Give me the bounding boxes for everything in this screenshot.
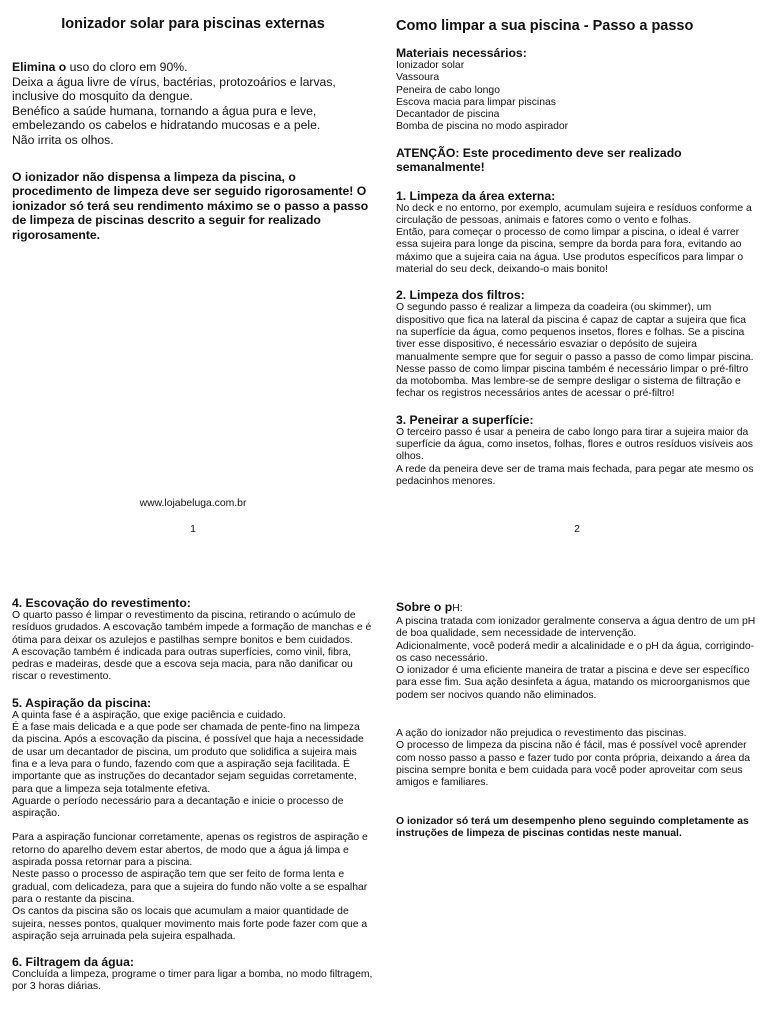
benefit-line-1: Deixa a água livre de vírus, bactérias, protozoários e larvas, inclusive do mosquito da dengue. — [12, 74, 336, 104]
section-2-paragraph: O segundo passo é realizar a limpeza da coadeira (ou skimmer), um dispositivo que fica na lateral da piscina é capaz de captar a sujeira que fica na superfície da água, como pequenos insetos, flores e folhas. Se a piscina tiver esse dispositivo, é necessário esvaziar o depósito de sujeira manualmente sempre que for seguir o passo a passo de como limpar piscina. — [396, 302, 754, 363]
section-4-paragraph: A escovação também é indicada para outras superfícies, como vinil, fibra, pedras e madeiras, desde que a escova seja macia, para não danificar ou riscar o revestimento. — [12, 646, 353, 683]
page-4 — [396, 584, 758, 1019]
footer-url: www.lojabeluga.com.br — [139, 498, 247, 509]
section-5-heading: 5. Aspiração da piscina: — [12, 695, 152, 710]
page-1-title: Ionizador solar para piscinas externas — [61, 16, 325, 32]
closing-paragraph: A ação do ionizador não prejudica o revestimento das piscinas. — [396, 728, 687, 740]
materials-heading: Materiais necessários: — [396, 46, 527, 60]
ph-heading-main: Sobre o p — [396, 600, 453, 614]
ph-section — [396, 600, 758, 840]
page-2 — [396, 10, 758, 550]
elimina-bold: Elimina o — [12, 60, 67, 74]
elimina-line — [12, 60, 374, 75]
ph-heading — [396, 600, 758, 616]
section-4-heading: 4. Escovação do revestimento: — [12, 596, 191, 610]
section-6-paragraph: Concluída a limpeza, programe o timer para ligar a bomba, no modo filtragem, por 3 horas diárias. — [12, 969, 373, 993]
attention-notice: ATENÇÃO: Este procedimento deve ser realizado semanalmente! — [396, 145, 682, 175]
section-1 — [396, 189, 758, 277]
section-3-paragraph: O terceiro passo é usar a peneira de cabo longo para tirar a sujeira maior da superfície da água, como insetos, folhas, flores e outros resíduos visíveis aos olhos. — [396, 426, 753, 463]
benefit-line-2: Benéfico a saúde humana, tornando a água pura e leve, embelezando os cabelos e hidratando mucosas e a pele. — [12, 103, 321, 133]
benefit-line-3: Não irrita os olhos. — [12, 132, 114, 147]
elimina-rest: uso do cloro em 90%. — [66, 60, 188, 74]
section-1-paragraph: No deck e no entorno, por exemplo, acumulam sujeira e resíduos conforme a circulação de pessoas, animais e fatores como o vento e folhas. — [396, 202, 752, 226]
section-3-paragraph: A rede da peneira deve ser de trama mais fechada, para pegar ate mesmo os pedacinhos menores. — [396, 463, 754, 487]
page-1-body — [12, 60, 374, 243]
section-5-paragraph: É a fase mais delicada e a que pode ser chamada de pente-fino na limpeza da piscina. Após a escovação da piscina, é possível que haja a necessidade de usar um decantador de piscina, um produto que solidifica a sujeira mais fina e a leva para o fundo, fazendo com que a aspiração seja facilitada. É importante que as instruções do decantador sejam seguidas corretamente, para que a limpeza seja totalmente efetiva. — [12, 722, 364, 795]
page-number: 1 — [190, 524, 196, 535]
section-2-paragraph: Nesse passo de como limpar piscina também é necessário limpar o pré-filtro da motobomba. Mas lembre-se de sempre desligar o sistema de filtração e fechar os registros necessários antes de acessar o pré-filtro! — [396, 363, 749, 400]
section-5-paragraph: Neste passo o processo de aspiração tem que ser feito de forma lenta e gradual, com delicadeza, para que a sujeira do fundo não volte a se espalhar para o restante da piscina. — [12, 869, 368, 905]
material-item: Decantador de piscina — [396, 109, 500, 121]
section-4-paragraph: O quarto passo é limpar o revestimento da piscina, retirando o acúmulo de resíduos grudados. A escovação também impede a formação de manchas e é ótima para deixar os azulejos e pastilhas sempre bonitos e bem cuidados. — [12, 610, 372, 646]
section-3-heading: 3. Peneirar a superfície: — [396, 412, 534, 427]
material-item: Bomba de piscina no modo aspirador — [396, 121, 569, 133]
material-item: Escova macia para limpar piscinas — [396, 96, 556, 108]
section-2-heading: 2. Limpeza dos filtros: — [396, 288, 525, 303]
ph-paragraph: O ionizador é uma eficiente maneira de tratar a piscina e deve ser específico para esse fim. Sua ação desinfeta a água, matando os microorganismos que podem ser nocivos quando não eliminados. — [396, 665, 751, 701]
cleaning-warning: O ionizador não dispensa a limpeza da piscina, o procedimento de limpeza deve ser seguido rigorosamente! O ionizador só terá seu rendimento máximo se o passo a passo de limpeza de piscinas descrito a seguir for realizado rigorosamente. — [12, 169, 369, 242]
ph-heading-small: H: — [452, 603, 463, 614]
section-4 — [12, 596, 374, 684]
section-1-paragraph: Então, para começar o processo de como limpar a piscina, o ideal é varrer essa sujeira para longe da piscina, sempre da borda para fora, evitando ao máximo que a sujeira caia na água. Use produtos específicos para limpar o material do seu deck, deixando-o mais bonito! — [396, 227, 744, 276]
section-5-paragraph: A quinta fase é a aspiração, que exige paciência e cuidado. — [12, 709, 286, 721]
material-item: Peneira de cabo longo — [396, 84, 500, 96]
section-6 — [12, 955, 374, 994]
ph-paragraph: A piscina tratada com ionizador geralmente conserva a água dentro de um pH de boa qualidade, sem necessidade de intervenção. — [396, 616, 756, 640]
final-statement: O ionizador só terá um desempenho pleno seguindo completamente as instruções de limpeza de piscinas contidas neste manual. — [396, 815, 749, 839]
section-6-heading: 6. Filtragem da água: — [12, 955, 134, 970]
ph-paragraph: Adicionalmente, você poderá medir a alcalinidade e o pH da água, corrigindo-os caso necessário. — [396, 640, 755, 664]
closing-paragraph: O processo de limpeza da piscina não é fácil, mas é possível você aprender com nosso passo a passo e fazer tudo por conta própria, deixando a área da piscina sempre bonita e bem cuidada para você poder aproveitar com seus amigos e familiares. — [396, 740, 751, 789]
section-5-paragraph: Os cantos da piscina são os locais que acumulam a maior quantidade de sujeira, nesses pontos, qualquer movimento mais forte pode fazer com que a aspiração seja arruinada pela sujeira espalhada. — [12, 906, 368, 942]
section-3 — [396, 413, 758, 488]
materials-list — [396, 60, 758, 134]
page-2-title: Como limpar a sua piscina - Passo a passo — [396, 18, 694, 34]
section-5-paragraph: Para a aspiração funcionar corretamente, apenas os registros de aspiração e retorno do aparelho devem estar abertos, de modo que a água já limpa e aspirada possa retornar para a piscina. — [12, 832, 368, 869]
section-1-heading: 1. Limpeza da área externa: — [396, 188, 556, 203]
page-1 — [12, 10, 374, 550]
material-item: Vassoura — [396, 72, 440, 84]
section-5-paragraph: Aguarde o período necessário para a decantação e inicie o processo de aspiração. — [12, 795, 344, 820]
material-item: Ionizador solar — [396, 60, 465, 71]
section-2 — [396, 288, 758, 400]
page-3 — [12, 584, 374, 1019]
section-5 — [12, 696, 374, 943]
page-number: 2 — [574, 524, 580, 535]
